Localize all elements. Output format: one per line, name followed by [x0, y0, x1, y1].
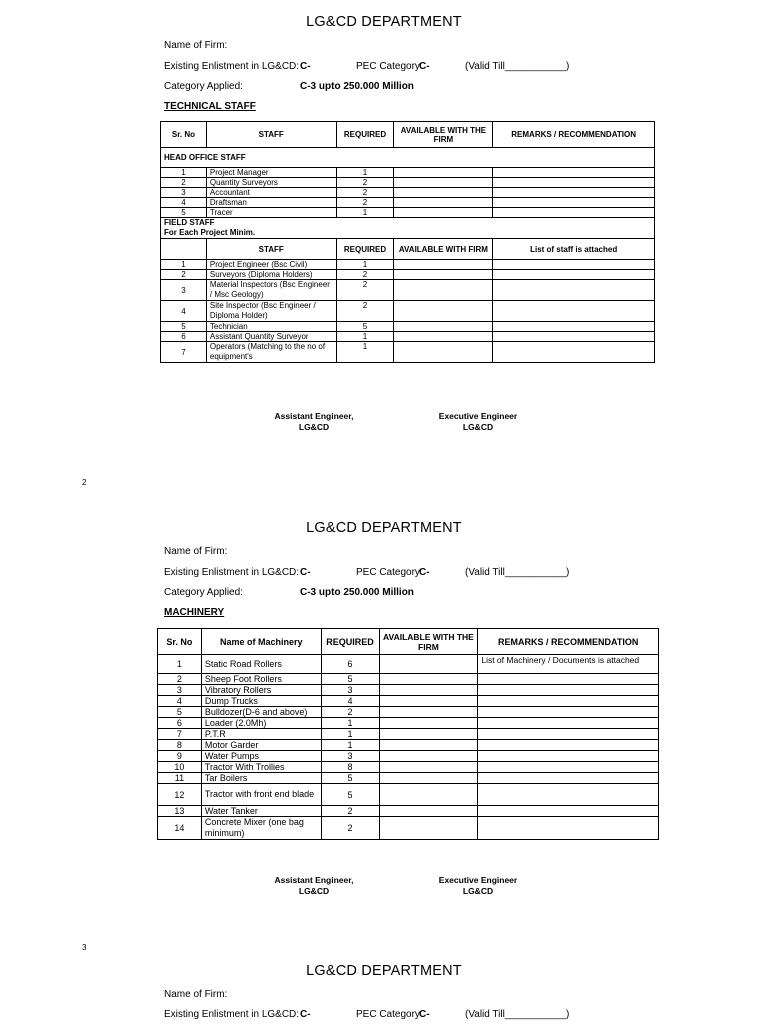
page-title: LG&CD DEPARTMENT — [306, 14, 462, 30]
pec-category-value: C- — [419, 567, 430, 578]
remarks-cell[interactable] — [493, 322, 655, 332]
table-row — [161, 188, 655, 198]
sr-cell: 6 — [161, 332, 207, 342]
table-row — [161, 208, 655, 218]
empty-header-cell — [161, 239, 207, 260]
remarks-cell[interactable] — [478, 707, 659, 718]
table-row — [161, 322, 655, 332]
pec-category-value: C- — [419, 61, 430, 72]
sr-cell: 5 — [161, 322, 207, 332]
available-cell[interactable] — [379, 729, 478, 740]
pec-category-label: PEC Category — [356, 567, 420, 578]
col-header: STAFF — [206, 239, 336, 260]
required-cell: 2 — [321, 806, 379, 817]
name-of-firm-label: Name of Firm: — [164, 546, 228, 557]
available-cell[interactable] — [379, 674, 478, 685]
remarks-cell[interactable] — [493, 198, 655, 208]
pec-category-label: PEC Category — [356, 61, 420, 72]
staff-cell: Technician — [206, 322, 336, 332]
remarks-cell[interactable] — [493, 260, 655, 270]
available-cell[interactable] — [394, 342, 493, 363]
machinery-cell: Motor Garder — [201, 740, 321, 751]
staff-cell: Project Manager — [206, 168, 336, 178]
sr-cell: 7 — [158, 729, 202, 740]
sr-cell: 5 — [158, 707, 202, 718]
required-cell: 4 — [321, 696, 379, 707]
required-cell: 1 — [336, 260, 394, 270]
field-staff-subtitle: For Each Project Minim. — [164, 228, 256, 237]
category-applied-value: C-3 upto 250.000 Million — [300, 81, 414, 92]
sr-cell: 12 — [158, 784, 202, 806]
remarks-cell[interactable] — [493, 188, 655, 198]
required-cell: 2 — [336, 280, 394, 301]
available-cell[interactable] — [379, 655, 478, 674]
required-cell: 3 — [321, 751, 379, 762]
sr-cell: 1 — [161, 260, 207, 270]
remarks-cell[interactable] — [478, 817, 659, 840]
sr-cell: 6 — [158, 718, 202, 729]
signature-title: Assistant Engineer, — [274, 875, 354, 885]
available-cell[interactable] — [394, 280, 493, 301]
remarks-cell[interactable] — [493, 270, 655, 280]
table-row — [161, 270, 655, 280]
sr-cell: 14 — [158, 817, 202, 840]
required-cell: 1 — [336, 208, 394, 218]
sr-cell: 1 — [158, 655, 202, 674]
required-cell: 5 — [321, 773, 379, 784]
table-row — [161, 198, 655, 208]
available-cell[interactable] — [379, 718, 478, 729]
head-office-label: HEAD OFFICE STAFF — [161, 148, 655, 168]
col-header: REQUIRED — [336, 239, 394, 260]
col-header: REQUIRED — [321, 629, 379, 655]
required-cell: 2 — [336, 198, 394, 208]
name-of-firm-label: Name of Firm: — [164, 40, 228, 51]
signature-dept: LG&CD — [462, 422, 494, 432]
sr-cell: 3 — [161, 280, 207, 301]
page-number: 3 — [82, 943, 87, 952]
required-cell: 2 — [336, 301, 394, 322]
sr-cell: 10 — [158, 762, 202, 773]
col-header: Sr. No — [161, 122, 207, 148]
page-number: 2 — [82, 478, 87, 487]
category-applied-label: Category Applied: — [164, 587, 243, 598]
valid-till-label: (Valid Till___________) — [465, 1009, 570, 1020]
required-cell: 2 — [336, 178, 394, 188]
table-row — [158, 707, 659, 718]
name-of-firm-label: Name of Firm: — [164, 989, 228, 1000]
required-cell: 1 — [336, 332, 394, 342]
sr-cell: 2 — [158, 674, 202, 685]
required-cell: 1 — [321, 718, 379, 729]
staff-cell: Material Inspectors (Bsc Engineer / Msc Geology) — [206, 280, 336, 301]
available-cell[interactable] — [394, 198, 493, 208]
available-cell[interactable] — [379, 685, 478, 696]
staff-cell: Assistant Quantity Surveyor — [206, 332, 336, 342]
table-row — [161, 178, 655, 188]
col-header: REMARKS / RECOMMENDATION — [493, 122, 655, 148]
available-cell[interactable] — [379, 751, 478, 762]
staff-cell: Site Inspector (Bsc Engineer / Diploma Holder) — [206, 301, 336, 322]
col-header: REQUIRED — [336, 122, 394, 148]
sr-cell: 8 — [158, 740, 202, 751]
signature-dept: LG&CD — [462, 886, 494, 896]
existing-enlistment-value: C- — [300, 61, 311, 72]
existing-enlistment-label: Existing Enlistment in LG&CD: — [164, 1009, 300, 1020]
staff-cell: Surveyors (Diploma Holders) — [206, 270, 336, 280]
existing-enlistment-value: C- — [300, 1009, 311, 1020]
signature-title: Assistant Engineer, — [274, 411, 354, 421]
signature-dept: LG&CD — [298, 422, 330, 432]
remarks-cell[interactable] — [493, 208, 655, 218]
col-header: AVAILABLE WITH THE FIRM — [394, 122, 493, 148]
machinery-table — [157, 628, 659, 840]
table-row — [158, 740, 659, 751]
machinery-cell: Water Pumps — [201, 751, 321, 762]
sr-cell: 7 — [161, 342, 207, 363]
available-cell[interactable] — [394, 301, 493, 322]
sr-cell: 13 — [158, 806, 202, 817]
category-applied-value: C-3 upto 250.000 Million — [300, 587, 414, 598]
table-row — [158, 762, 659, 773]
remarks-cell[interactable] — [478, 729, 659, 740]
required-cell: 5 — [336, 322, 394, 332]
required-cell: 2 — [336, 188, 394, 198]
category-applied-label: Category Applied: — [164, 81, 243, 92]
table-row — [158, 718, 659, 729]
existing-enlistment-label: Existing Enlistment in LG&CD: — [164, 61, 300, 72]
remarks-cell[interactable] — [478, 784, 659, 806]
machinery-cell: Tar Boilers — [201, 773, 321, 784]
page-title: LG&CD DEPARTMENT — [306, 520, 462, 536]
table-row — [161, 342, 655, 363]
remarks-cell[interactable] — [478, 718, 659, 729]
col-header: List of staff is attached — [493, 239, 655, 260]
remarks-cell[interactable] — [493, 332, 655, 342]
sr-cell: 11 — [158, 773, 202, 784]
sr-cell: 9 — [158, 751, 202, 762]
col-header: STAFF — [206, 122, 336, 148]
required-cell: 8 — [321, 762, 379, 773]
available-cell[interactable] — [394, 332, 493, 342]
machinery-cell: Water Tanker — [201, 806, 321, 817]
machinery-cell: Dump Trucks — [201, 696, 321, 707]
required-cell: 2 — [321, 707, 379, 718]
remarks-cell[interactable] — [478, 773, 659, 784]
staff-cell: Quantity Surveyors — [206, 178, 336, 188]
col-header: Name of Machinery — [201, 629, 321, 655]
remarks-cell[interactable] — [493, 178, 655, 188]
available-cell[interactable] — [394, 208, 493, 218]
machinery-cell: Loader (2.0Mh) — [201, 718, 321, 729]
required-cell: 6 — [321, 655, 379, 674]
machinery-cell: Vibratory Rollers — [201, 685, 321, 696]
required-cell: 1 — [321, 740, 379, 751]
remarks-cell[interactable] — [478, 740, 659, 751]
table-row — [161, 260, 655, 270]
required-cell: 2 — [321, 817, 379, 840]
table-row — [161, 301, 655, 322]
table-row — [158, 674, 659, 685]
available-cell[interactable] — [379, 707, 478, 718]
table-row — [158, 696, 659, 707]
remarks-cell[interactable] — [493, 280, 655, 301]
available-cell[interactable] — [379, 740, 478, 751]
field-staff-title: FIELD STAFF — [164, 218, 215, 227]
machinery-cell: Bulldozer(D-6 and above) — [201, 707, 321, 718]
table-row — [158, 751, 659, 762]
col-header: AVAILABLE WITH THE FIRM — [379, 629, 478, 655]
available-cell[interactable] — [379, 696, 478, 707]
valid-till-label: (Valid Till___________) — [465, 567, 570, 578]
staff-cell: Tracer — [206, 208, 336, 218]
available-cell[interactable] — [394, 322, 493, 332]
table-row — [158, 806, 659, 817]
col-header: AVAILABLE WITH FIRM — [394, 239, 493, 260]
pec-category-value: C- — [419, 1009, 430, 1020]
signature-title: Executive Engineer — [438, 411, 518, 421]
staff-cell: Project Engineer (Bsc Civil) — [206, 260, 336, 270]
available-cell[interactable] — [379, 762, 478, 773]
field-staff-label — [161, 218, 655, 239]
remarks-cell[interactable] — [493, 342, 655, 363]
col-header: REMARKS / RECOMMENDATION — [478, 629, 659, 655]
sr-cell: 3 — [158, 685, 202, 696]
available-cell[interactable] — [379, 806, 478, 817]
table-row — [161, 332, 655, 342]
machinery-cell: Tractor with front end blade — [201, 784, 321, 806]
required-cell: 1 — [336, 342, 394, 363]
signature-executive-engineer — [418, 875, 538, 897]
required-cell: 2 — [336, 270, 394, 280]
remarks-cell[interactable] — [478, 806, 659, 817]
signature-assistant-engineer — [254, 411, 374, 433]
table-row — [158, 655, 659, 674]
required-cell: 1 — [336, 168, 394, 178]
available-cell[interactable] — [394, 270, 493, 280]
required-cell: 5 — [321, 784, 379, 806]
section-heading: TECHNICAL STAFF — [164, 101, 256, 112]
existing-enlistment-value: C- — [300, 567, 311, 578]
remarks-cell[interactable] — [478, 696, 659, 707]
sr-cell: 1 — [161, 168, 207, 178]
signature-title: Executive Engineer — [438, 875, 518, 885]
page-title: LG&CD DEPARTMENT — [306, 963, 462, 979]
machinery-cell: Tractor With Trollies — [201, 762, 321, 773]
sr-cell: 2 — [161, 178, 207, 188]
staff-cell: Draftsman — [206, 198, 336, 208]
table-row — [161, 280, 655, 301]
table-row — [158, 685, 659, 696]
existing-enlistment-label: Existing Enlistment in LG&CD: — [164, 567, 300, 578]
staff-cell: Operators (Matching to the no of equipment's — [206, 342, 336, 363]
machinery-cell: P.T.R — [201, 729, 321, 740]
machinery-cell: Sheep Foot Rollers — [201, 674, 321, 685]
remarks-cell[interactable] — [493, 301, 655, 322]
signature-executive-engineer — [418, 411, 538, 433]
signature-dept: LG&CD — [298, 886, 330, 896]
required-cell: 1 — [321, 729, 379, 740]
remarks-cell: List of Machinery / Documents is attached — [478, 655, 659, 674]
machinery-cell: Static Road Rollers — [201, 655, 321, 674]
available-cell[interactable] — [394, 178, 493, 188]
sr-cell: 4 — [161, 301, 207, 322]
available-cell[interactable] — [379, 817, 478, 840]
pec-category-label: PEC Category — [356, 1009, 420, 1020]
table-row — [158, 773, 659, 784]
available-cell[interactable] — [394, 168, 493, 178]
technical-staff-table — [160, 121, 655, 363]
table-row — [158, 817, 659, 840]
table-row — [161, 168, 655, 178]
required-cell: 5 — [321, 674, 379, 685]
sr-cell: 4 — [161, 198, 207, 208]
available-cell[interactable] — [379, 784, 478, 806]
available-cell[interactable] — [379, 773, 478, 784]
available-cell[interactable] — [394, 188, 493, 198]
available-cell[interactable] — [394, 260, 493, 270]
remarks-cell[interactable] — [493, 168, 655, 178]
sr-cell: 5 — [161, 208, 207, 218]
section-heading: MACHINERY — [164, 607, 225, 618]
table-row — [158, 729, 659, 740]
staff-cell: Accountant — [206, 188, 336, 198]
remarks-cell[interactable] — [478, 674, 659, 685]
remarks-cell[interactable] — [478, 762, 659, 773]
machinery-cell: Concrete Mixer (one bag minimum) — [201, 817, 321, 840]
remarks-cell[interactable] — [478, 685, 659, 696]
valid-till-label: (Valid Till___________) — [465, 61, 570, 72]
remarks-cell[interactable] — [478, 751, 659, 762]
sr-cell: 3 — [161, 188, 207, 198]
col-header: Sr. No — [158, 629, 202, 655]
sr-cell: 2 — [161, 270, 207, 280]
required-cell: 3 — [321, 685, 379, 696]
table-row — [158, 784, 659, 806]
sr-cell: 4 — [158, 696, 202, 707]
signature-assistant-engineer — [254, 875, 374, 897]
